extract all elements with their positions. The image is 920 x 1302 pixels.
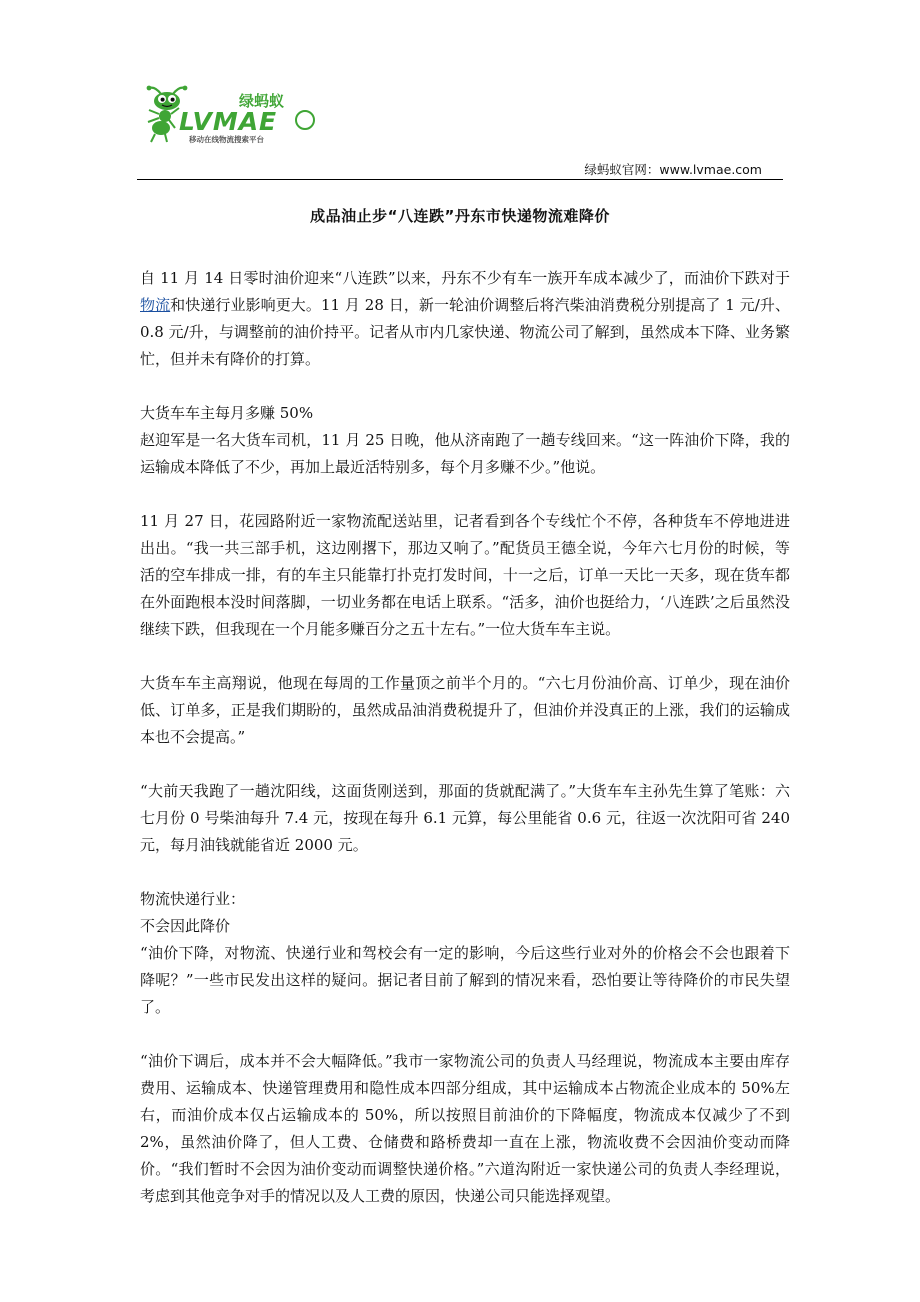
site-address: 绿蚂蚁官网：www.lvmae.com	[584, 162, 762, 177]
subheading-truck-owners: 大货车车主每月多赚 50%	[140, 404, 314, 422]
article-title: 成品油止步“八连跌”丹东市快递物流难降价	[310, 207, 610, 225]
paragraph-sun: “大前天我跑了一趟沈阳线，这面货刚送到，那面的货就配满了。”大货车车主孙先生算了笔账：六七月份 0 号柴油每升 7.4 元，按现在每升 6.1 元算，每公里能省 0.6 元，往返一次沈阳可省 240 元，每月油钱就能省近 2000 元。	[140, 782, 790, 854]
header-divider	[137, 179, 783, 180]
paragraph-manager-ma: “油价下调后，成本并不会大幅降低。”我市一家物流公司的负责人马经理说，物流成本主要由库存费用、运输成本、快递管理费用和隐性成本四部分组成，其中运输成本占物流企业成本的 50%左右，而油价成本仅占运输成本的 50%，所以按照目前油价的下降幅度，物流成本仅减少了不到 2%，虽然油价降了，但人工费、仓储费和路桥费却一直在上涨，物流收费不会因油价变动而降价。“我们暂时不会因为油价变动而调整快递价格。”六道沟附近一家快递公司的负责人李经理说，考虑到其他竞争对手的情况以及人工费的原因，快递公司只能选择观望。	[140, 1052, 790, 1205]
paragraph-citizen-question: “油价下降，对物流、快递行业和驾校会有一定的影响，今后这些行业对外的价格会不会也跟着下降呢？”一些市民发出这样的疑问。据记者目前了解到的情况来看，恐怕要让等待降价的市民失望了。	[140, 944, 790, 1016]
logo-brand-cn: 绿蚂蚁	[239, 92, 285, 110]
lvmae-logo	[145, 84, 325, 148]
paragraph-gao: 大货车车主高翔说，他现在每周的工作量顶之前半个月的。“六七月份油价高、订单少，现在油价低、订单多，正是我们期盼的，虽然成品油消费税提升了，但油价并没真正的上涨，我们的运输成本也不会提高。”	[140, 674, 790, 746]
paragraph-intro-part1: 自 11 月 14 日零时油价迎来“八连跌”以来，丹东不少有车一族开车成本减少了，而油价下跌对于	[140, 269, 790, 287]
logo-tagline: 移动在线物流搜索平台	[189, 135, 264, 144]
logo-e-swirl	[296, 111, 314, 129]
paragraph-intro	[140, 265, 790, 373]
paragraph-dispatch-station: 11 月 27 日，花园路附近一家物流配送站里，记者看到各个专线忙个不停，各种货车不停地进进出出。“我一共三部手机，这边刚撂下，那边又响了。”配货员王德全说，今年六七月份的时候，等活的空车排成一排，有的车主只能靠打扑克打发时间，十一之后，订单一天比一天多，现在货车都在外面跑根本没时间落脚，一切业务都在电话上联系。“活多，油价也挺给力，‘八连跌’之后虽然没继续下跌，但我现在一个月能多赚百分之五十左右。”一位大货车车主说。	[140, 512, 790, 638]
logo-brand-en: LVMAE	[179, 107, 278, 136]
subheading-no-price-cut: 不会因此降价	[140, 917, 231, 935]
subheading-logistics-industry: 物流快递行业：	[140, 890, 246, 908]
paragraph-zhao: 赵迎军是一名大货车司机，11 月 25 日晚，他从济南跑了一趟专线回来。“这一阵油价下降，我的运输成本降低了不少，再加上最近活特别多，每个月多赚不少。”他说。	[140, 431, 790, 476]
paragraph-intro-part2: 和快递行业影响更大。11 月 28 日，新一轮油价调整后将汽柴油消费税分别提高了 1 元/升、0.8 元/升，与调整前的油价持平。记者从市内几家快递、物流公司了解到，虽然成本下降、业务繁忙，但并未有降价的打算。	[140, 296, 790, 368]
logistics-link[interactable]: 物流	[140, 296, 171, 314]
article-body	[140, 265, 790, 1237]
